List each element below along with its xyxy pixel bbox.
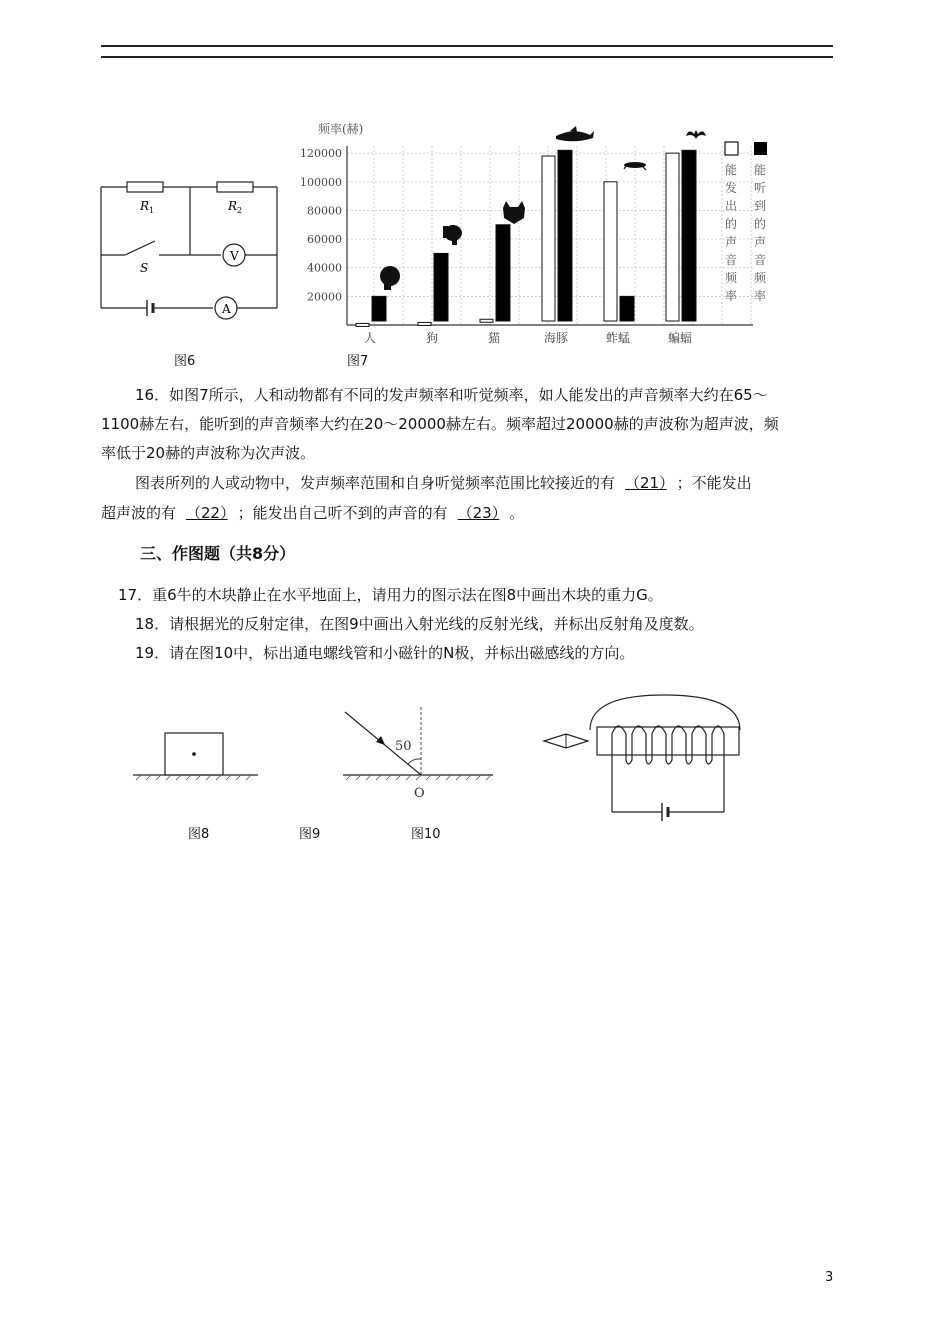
figure-9-reflection — [338, 705, 498, 805]
figure-7-chart — [290, 112, 770, 352]
header-rule-bottom — [101, 56, 833, 58]
resistor-r2 — [217, 182, 253, 192]
y-tick-label: 100000 — [300, 175, 342, 189]
bar-emit-4 — [604, 182, 617, 321]
dog-icon — [443, 225, 462, 245]
center-point — [192, 752, 196, 756]
figure-9-caption: 图9 — [299, 827, 321, 842]
dolphin-icon — [556, 126, 594, 141]
legend-char: 的 — [753, 217, 767, 231]
q16-line-5 — [101, 498, 524, 529]
legend-char: 率 — [753, 289, 767, 303]
voltmeter-label: V — [230, 249, 239, 263]
bar-emit-2 — [480, 319, 493, 322]
bar-emit-0 — [356, 323, 369, 326]
x-category-label: 人 — [363, 331, 377, 345]
legend-char: 声 — [753, 235, 767, 249]
header-rule-top — [101, 45, 833, 47]
blank-21[interactable]: （21） — [625, 474, 667, 492]
bar-hear-4 — [620, 296, 634, 321]
solenoid-core[interactable] — [597, 727, 739, 755]
r2-sub: 2 — [237, 206, 243, 215]
bar-emit-1 — [418, 322, 431, 325]
y-tick-label: 80000 — [307, 204, 342, 218]
legend-char: 的 — [724, 217, 738, 231]
legend-char: 频 — [724, 271, 738, 285]
figure-8-caption: 图8 — [188, 827, 210, 842]
y-tick-label: 20000 — [307, 290, 342, 304]
y-tick-label: 120000 — [300, 147, 342, 161]
switch-blade — [125, 241, 155, 255]
angle-label: 50 — [395, 739, 412, 754]
x-category-label: 蚱蜢 — [605, 331, 631, 345]
x-category-label: 海豚 — [543, 331, 569, 345]
blank-22[interactable]: （22） — [186, 504, 228, 522]
legend-char: 声 — [724, 235, 738, 249]
legend-char: 音 — [753, 253, 767, 267]
cat-icon — [503, 201, 525, 224]
q16-line-5-end: 。 — [509, 504, 525, 522]
figure-6-circuit — [95, 175, 285, 325]
legend-char: 出 — [724, 199, 738, 213]
ray-arrow — [376, 736, 385, 745]
x-category-label: 蝙蝠 — [667, 331, 693, 345]
page-number: 3 — [825, 1270, 834, 1285]
legend-char: 听 — [753, 181, 767, 195]
q16-line-5-mid: ；能发出自己听不到的声音的有 — [237, 504, 448, 522]
q17: 17．重6牛的木块静止在水平地面上，请用力的图示法在图8中画出木块的重力G。 — [118, 586, 663, 604]
figure-10-solenoid — [540, 690, 760, 825]
figure-7-caption: 图7 — [347, 354, 369, 369]
legend-char: 能 — [753, 163, 767, 177]
q16-line-1: 16．如图7所示，人和动物都有不同的发声频率和听觉频率，如人能发出的声音频率大约在65～ — [135, 386, 768, 404]
legend-swatch-hear — [754, 142, 767, 155]
legend-char: 发 — [724, 181, 738, 195]
section-3-title: 三、作图题（共8分） — [140, 544, 296, 563]
legend-char: 到 — [753, 199, 767, 213]
bat-icon — [686, 130, 706, 139]
q16-line-3: 率低于20赫的声波称为次声波。 — [101, 444, 316, 462]
figure-8-block — [128, 725, 263, 785]
resistor-r1 — [127, 182, 163, 192]
r2-label: R — [228, 199, 238, 213]
legend-swatch-emit — [725, 142, 738, 155]
bar-hear-5 — [682, 150, 696, 321]
y-tick-label: 40000 — [307, 261, 342, 275]
legend-char: 音 — [724, 253, 738, 267]
q16-line-4-tail: ；不能发出 — [676, 474, 752, 492]
y-tick-label: 60000 — [307, 233, 342, 247]
bar-emit-3 — [542, 156, 555, 321]
human-icon — [380, 266, 400, 290]
bar-hear-2 — [496, 225, 510, 321]
x-category-label: 猫 — [487, 331, 501, 345]
q16-line-4-text: 图表所列的人或动物中，发声频率范围和自身听觉频率范围比较接近的有 — [135, 474, 616, 492]
compass-needle[interactable] — [544, 734, 588, 748]
q16-line-2: 1100赫左右，能听到的声音频率大约在20～20000赫左右。频率超过20000赫的声波称为超声波，频 — [101, 415, 779, 433]
r1-sub: 1 — [149, 206, 155, 215]
blank-23[interactable]: （23） — [457, 504, 500, 522]
legend-char: 能 — [724, 163, 738, 177]
field-line — [590, 695, 740, 730]
ammeter-label: A — [222, 302, 231, 316]
bar-hear-1 — [434, 253, 448, 321]
switch-label: S — [140, 261, 149, 275]
figure-10-caption: 图10 — [411, 827, 441, 842]
q16-line-4 — [135, 468, 752, 499]
figure-6-caption: 图6 — [174, 354, 196, 369]
legend-char: 频 — [753, 271, 767, 285]
bar-hear-3 — [558, 150, 572, 321]
x-category-label: 狗 — [425, 331, 439, 345]
bar-hear-0 — [372, 296, 386, 321]
legend-char: 率 — [724, 289, 738, 303]
chart-y-axis-label: 频率(赫) — [318, 122, 364, 136]
q19: 19．请在图10中，标出通电螺线管和小磁针的N极，并标出磁感线的方向。 — [135, 644, 635, 662]
grasshopper-icon — [624, 162, 646, 170]
point-o-label: O — [414, 786, 425, 801]
r1-label: R — [140, 199, 150, 213]
q18: 18．请根据光的反射定律，在图9中画出入射光线的反射光线，并标出反射角及度数。 — [135, 615, 704, 633]
bar-emit-5 — [666, 153, 679, 321]
q16-line-5-text: 超声波的有 — [101, 504, 177, 522]
